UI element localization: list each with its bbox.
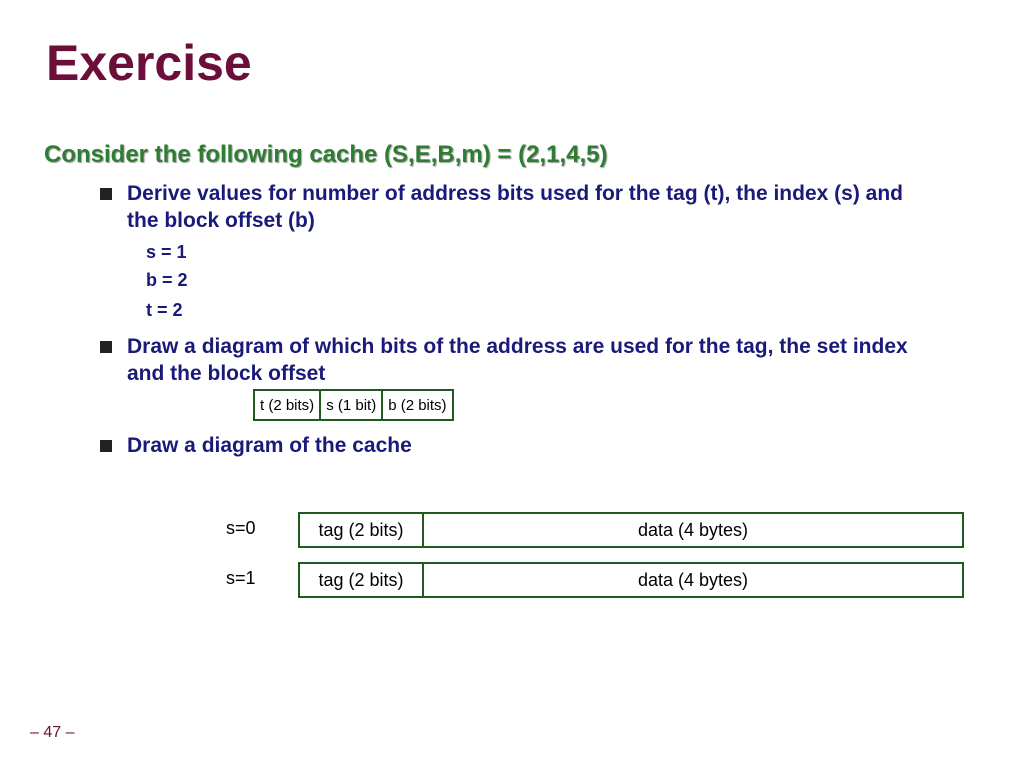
cache-data-field: data (4 bytes) <box>637 569 749 590</box>
cache-data-field: data (4 bytes) <box>637 519 749 540</box>
slide-title: Exercise <box>46 35 252 91</box>
address-field-tag: t (2 bits) <box>260 396 315 414</box>
subline-b: b = 2 <box>146 270 188 290</box>
bullet-derive <box>100 180 927 234</box>
address-bit-diagram <box>253 389 454 421</box>
bullet-text: Draw a diagram of which bits of the address are used for the tag, the set index and the block offset <box>127 335 908 385</box>
slide-heading: Consider the following cache (S,E,B,m) = (2,1,4,5) <box>44 141 608 168</box>
set-label-0: s=0 <box>226 518 256 538</box>
page-number: – 47 – <box>30 724 75 741</box>
subline-t: t = 2 <box>146 300 183 320</box>
bullet-square-icon <box>100 440 112 452</box>
cache-tag-field: tag (2 bits) <box>300 564 424 596</box>
cache-line-set-1 <box>298 562 964 598</box>
bullet-square-icon <box>100 188 112 200</box>
bullet-address-diagram <box>100 333 927 387</box>
address-field-block-offset: b (2 bits) <box>381 391 451 419</box>
cache-tag-field: tag (2 bits) <box>300 514 424 546</box>
subline-s: s = 1 <box>146 242 187 262</box>
set-label-1: s=1 <box>226 568 256 588</box>
bullet-square-icon <box>100 341 112 353</box>
bullet-text: Derive values for number of address bits used for the tag (t), the index (s) and the block offset (b) <box>127 182 903 232</box>
address-field-set-index: s (1 bit) <box>319 391 381 419</box>
cache-line-set-0 <box>298 512 964 548</box>
bullet-cache-diagram <box>100 432 927 459</box>
bullet-text: Draw a diagram of the cache <box>127 434 412 457</box>
